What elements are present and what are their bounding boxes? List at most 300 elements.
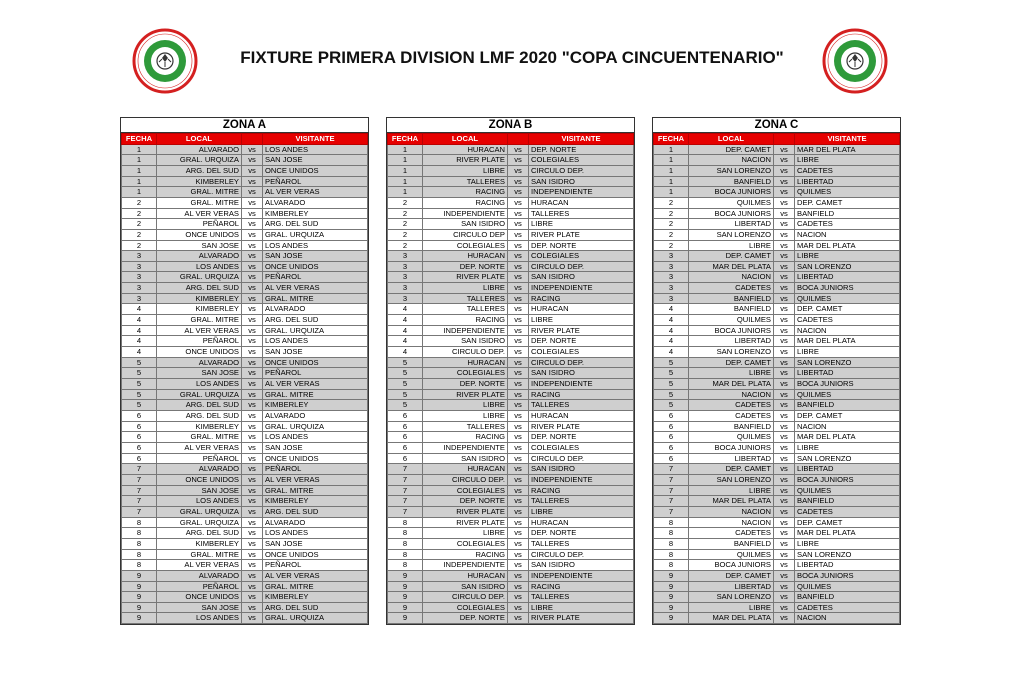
- table-row: [654, 368, 900, 379]
- fecha-cell: 7: [122, 464, 157, 475]
- visitante-team-cell: SAN JOSE: [263, 155, 368, 166]
- vs-cell: vs: [242, 379, 263, 390]
- vs-cell: vs: [242, 304, 263, 315]
- fecha-cell: 8: [122, 549, 157, 560]
- table-row: [122, 357, 368, 368]
- table-row: [654, 432, 900, 443]
- table-row: [654, 304, 900, 315]
- fecha-cell: 5: [388, 379, 423, 390]
- local-team-cell: LIBERTAD: [689, 453, 774, 464]
- fecha-cell: 6: [122, 442, 157, 453]
- table-row: [388, 176, 634, 187]
- table-row: [654, 538, 900, 549]
- visitante-team-cell: COLEGIALES: [529, 442, 634, 453]
- visitante-team-cell: LIBRE: [529, 506, 634, 517]
- fecha-cell: 8: [122, 560, 157, 571]
- vs-cell: vs: [508, 176, 529, 187]
- vs-cell: vs: [508, 453, 529, 464]
- table-row: [654, 602, 900, 613]
- vs-cell: vs: [774, 304, 795, 315]
- fecha-cell: 9: [654, 570, 689, 581]
- fecha-cell: 6: [122, 411, 157, 422]
- local-team-cell: LIBRE: [423, 165, 508, 176]
- table-row: [122, 368, 368, 379]
- fecha-cell: 1: [388, 165, 423, 176]
- vs-cell: vs: [508, 602, 529, 613]
- table-row: [122, 197, 368, 208]
- visitante-team-cell: GRAL. URQUIZA: [263, 325, 368, 336]
- visitante-team-cell: LOS ANDES: [263, 144, 368, 155]
- vs-cell: vs: [508, 538, 529, 549]
- vs-cell: vs: [242, 528, 263, 539]
- vs-cell: vs: [508, 187, 529, 198]
- table-row: [122, 421, 368, 432]
- table-row: [122, 560, 368, 571]
- local-team-cell: LOS ANDES: [157, 261, 242, 272]
- visitante-team-cell: MAR DEL PLATA: [795, 528, 900, 539]
- local-team-cell: TALLERES: [423, 304, 508, 315]
- fecha-cell: 8: [654, 560, 689, 571]
- fecha-cell: 3: [388, 251, 423, 262]
- local-team-cell: LIBRE: [423, 400, 508, 411]
- vs-cell: vs: [242, 229, 263, 240]
- vs-cell: vs: [774, 219, 795, 230]
- visitante-team-cell: INDEPENDIENTE: [529, 187, 634, 198]
- fecha-cell: 4: [122, 304, 157, 315]
- local-team-cell: LOS ANDES: [157, 496, 242, 507]
- fecha-cell: 4: [654, 347, 689, 358]
- vs-cell: vs: [508, 219, 529, 230]
- vs-cell: vs: [242, 517, 263, 528]
- visitante-team-cell: INDEPENDIENTE: [529, 474, 634, 485]
- local-team-cell: LIBERTAD: [689, 219, 774, 230]
- visitante-team-cell: PEÑAROL: [263, 368, 368, 379]
- table-row: [388, 538, 634, 549]
- fecha-cell: 1: [122, 165, 157, 176]
- table-row: [388, 432, 634, 443]
- vs-cell: vs: [774, 560, 795, 571]
- local-team-cell: MAR DEL PLATA: [689, 496, 774, 507]
- fecha-cell: 3: [388, 293, 423, 304]
- local-team-cell: DEP. CAMET: [689, 464, 774, 475]
- table-row: [388, 400, 634, 411]
- local-team-cell: NACION: [689, 517, 774, 528]
- fecha-cell: 2: [654, 197, 689, 208]
- local-team-cell: ALVARADO: [157, 251, 242, 262]
- vs-cell: vs: [508, 261, 529, 272]
- vs-cell: vs: [508, 165, 529, 176]
- visitante-team-cell: HURACAN: [529, 304, 634, 315]
- visitante-team-cell: GRAL. MITRE: [263, 389, 368, 400]
- column-header-local: LOCAL: [423, 134, 508, 145]
- local-team-cell: ALVARADO: [157, 144, 242, 155]
- local-team-cell: RACING: [423, 197, 508, 208]
- fecha-cell: 4: [388, 325, 423, 336]
- table-row: [388, 560, 634, 571]
- visitante-team-cell: AL VER VERAS: [263, 283, 368, 294]
- fecha-cell: 4: [388, 336, 423, 347]
- vs-cell: vs: [242, 187, 263, 198]
- table-row: [654, 176, 900, 187]
- fecha-cell: 4: [654, 325, 689, 336]
- vs-cell: vs: [242, 219, 263, 230]
- fecha-cell: 9: [122, 570, 157, 581]
- fecha-cell: 7: [122, 474, 157, 485]
- local-team-cell: DEP. NORTE: [423, 496, 508, 507]
- fecha-cell: 4: [122, 336, 157, 347]
- table-row: [654, 379, 900, 390]
- local-team-cell: GRAL. URQUIZA: [157, 506, 242, 517]
- fecha-cell: 7: [388, 506, 423, 517]
- local-team-cell: LIBRE: [689, 485, 774, 496]
- vs-cell: vs: [508, 293, 529, 304]
- fecha-cell: 3: [654, 261, 689, 272]
- local-team-cell: KIMBERLEY: [157, 421, 242, 432]
- zone-title: ZONA B: [387, 118, 634, 133]
- local-team-cell: PEÑAROL: [157, 581, 242, 592]
- zone-title: ZONA C: [653, 118, 900, 133]
- local-team-cell: PEÑAROL: [157, 219, 242, 230]
- vs-cell: vs: [508, 496, 529, 507]
- local-team-cell: COLEGIALES: [423, 368, 508, 379]
- fecha-cell: 7: [388, 496, 423, 507]
- visitante-team-cell: CADETES: [795, 602, 900, 613]
- table-row: [388, 208, 634, 219]
- local-team-cell: GRAL. URQUIZA: [157, 272, 242, 283]
- fecha-cell: 1: [654, 176, 689, 187]
- vs-cell: vs: [242, 261, 263, 272]
- fecha-cell: 8: [388, 560, 423, 571]
- fecha-cell: 4: [122, 315, 157, 326]
- fecha-cell: 5: [388, 368, 423, 379]
- visitante-team-cell: RACING: [529, 389, 634, 400]
- local-team-cell: SAN JOSE: [157, 368, 242, 379]
- visitante-team-cell: PEÑAROL: [263, 464, 368, 475]
- visitante-team-cell: CADETES: [795, 219, 900, 230]
- fecha-cell: 8: [654, 528, 689, 539]
- local-team-cell: HURACAN: [423, 251, 508, 262]
- table-row: [122, 453, 368, 464]
- visitante-team-cell: SAN JOSE: [263, 251, 368, 262]
- fecha-cell: 6: [388, 411, 423, 422]
- vs-cell: vs: [242, 272, 263, 283]
- visitante-team-cell: DEP. NORTE: [529, 336, 634, 347]
- table-row: [388, 592, 634, 603]
- table-row: [654, 208, 900, 219]
- local-team-cell: COLEGIALES: [423, 538, 508, 549]
- fecha-cell: 3: [654, 272, 689, 283]
- table-row: [654, 613, 900, 624]
- local-team-cell: BANFIELD: [689, 304, 774, 315]
- table-row: [654, 442, 900, 453]
- local-team-cell: ONCE UNIDOS: [157, 229, 242, 240]
- table-row: [654, 261, 900, 272]
- visitante-team-cell: DEP. NORTE: [529, 432, 634, 443]
- visitante-team-cell: GRAL. MITRE: [263, 581, 368, 592]
- vs-cell: vs: [242, 155, 263, 166]
- visitante-team-cell: COLEGIALES: [529, 251, 634, 262]
- visitante-team-cell: AL VER VERAS: [263, 187, 368, 198]
- local-team-cell: GRAL. MITRE: [157, 315, 242, 326]
- visitante-team-cell: KIMBERLEY: [263, 592, 368, 603]
- vs-cell: vs: [508, 197, 529, 208]
- visitante-team-cell: DEP. NORTE: [529, 144, 634, 155]
- visitante-team-cell: SAN JOSE: [263, 347, 368, 358]
- fecha-cell: 8: [388, 517, 423, 528]
- visitante-team-cell: BANFIELD: [795, 496, 900, 507]
- table-row: [122, 251, 368, 262]
- local-team-cell: LIBERTAD: [689, 581, 774, 592]
- visitante-team-cell: DEP. CAMET: [795, 411, 900, 422]
- visitante-team-cell: DEP. CAMET: [795, 304, 900, 315]
- vs-cell: vs: [242, 549, 263, 560]
- vs-cell: vs: [774, 400, 795, 411]
- fecha-cell: 6: [122, 432, 157, 443]
- vs-cell: vs: [242, 453, 263, 464]
- table-row: [388, 187, 634, 198]
- table-row: [654, 240, 900, 251]
- column-header-local: LOCAL: [689, 134, 774, 145]
- vs-cell: vs: [774, 272, 795, 283]
- fecha-cell: 1: [122, 144, 157, 155]
- table-row: [654, 251, 900, 262]
- fecha-cell: 4: [654, 315, 689, 326]
- table-row: [122, 464, 368, 475]
- table-row: [122, 506, 368, 517]
- local-team-cell: SAN LORENZO: [689, 229, 774, 240]
- table-row: [122, 336, 368, 347]
- table-row: [122, 613, 368, 624]
- vs-cell: vs: [242, 197, 263, 208]
- vs-cell: vs: [774, 229, 795, 240]
- visitante-team-cell: DEP. NORTE: [529, 528, 634, 539]
- local-team-cell: NACION: [689, 155, 774, 166]
- visitante-team-cell: KIMBERLEY: [263, 496, 368, 507]
- vs-cell: vs: [242, 570, 263, 581]
- visitante-team-cell: GRAL. MITRE: [263, 485, 368, 496]
- local-team-cell: ARG. DEL SUD: [157, 400, 242, 411]
- table-row: [388, 581, 634, 592]
- local-team-cell: CIRCULO DEP.: [423, 347, 508, 358]
- table-row: [122, 144, 368, 155]
- visitante-team-cell: SAN JOSE: [263, 538, 368, 549]
- fecha-cell: 6: [388, 421, 423, 432]
- zone-title: ZONA A: [121, 118, 368, 133]
- fecha-cell: 5: [654, 379, 689, 390]
- table-row: [388, 528, 634, 539]
- visitante-team-cell: COLEGIALES: [529, 347, 634, 358]
- local-team-cell: INDEPENDIENTE: [423, 208, 508, 219]
- local-team-cell: RIVER PLATE: [423, 517, 508, 528]
- visitante-team-cell: LOS ANDES: [263, 528, 368, 539]
- vs-cell: vs: [774, 592, 795, 603]
- fecha-cell: 8: [654, 538, 689, 549]
- fecha-cell: 9: [388, 581, 423, 592]
- vs-cell: vs: [508, 389, 529, 400]
- visitante-team-cell: LOS ANDES: [263, 336, 368, 347]
- visitante-team-cell: CIRCULO DEP.: [529, 549, 634, 560]
- vs-cell: vs: [508, 208, 529, 219]
- table-row: [388, 368, 634, 379]
- fecha-cell: 2: [388, 240, 423, 251]
- local-team-cell: KIMBERLEY: [157, 176, 242, 187]
- table-row: [122, 293, 368, 304]
- vs-cell: vs: [774, 506, 795, 517]
- table-row: [654, 197, 900, 208]
- vs-cell: vs: [508, 379, 529, 390]
- local-team-cell: ONCE UNIDOS: [157, 592, 242, 603]
- vs-cell: vs: [508, 155, 529, 166]
- fecha-cell: 2: [388, 229, 423, 240]
- fecha-cell: 9: [654, 592, 689, 603]
- fecha-cell: 7: [654, 485, 689, 496]
- local-team-cell: PEÑAROL: [157, 453, 242, 464]
- fecha-cell: 4: [388, 315, 423, 326]
- fecha-cell: 2: [654, 229, 689, 240]
- visitante-team-cell: RACING: [529, 485, 634, 496]
- fecha-cell: 4: [122, 325, 157, 336]
- table-row: [122, 219, 368, 230]
- local-team-cell: ONCE UNIDOS: [157, 474, 242, 485]
- table-row: [388, 485, 634, 496]
- table-row: [388, 197, 634, 208]
- table-row: [388, 442, 634, 453]
- table-row: [122, 517, 368, 528]
- local-team-cell: ALVARADO: [157, 357, 242, 368]
- fecha-cell: 9: [388, 570, 423, 581]
- vs-cell: vs: [508, 368, 529, 379]
- table-row: [654, 187, 900, 198]
- fecha-cell: 2: [122, 208, 157, 219]
- vs-cell: vs: [774, 496, 795, 507]
- vs-cell: vs: [242, 485, 263, 496]
- fecha-cell: 3: [122, 293, 157, 304]
- fecha-cell: 7: [388, 485, 423, 496]
- vs-cell: vs: [508, 592, 529, 603]
- table-row: [654, 144, 900, 155]
- fecha-cell: 2: [654, 208, 689, 219]
- visitante-team-cell: LIBRE: [795, 251, 900, 262]
- visitante-team-cell: NACION: [795, 421, 900, 432]
- vs-cell: vs: [774, 240, 795, 251]
- vs-cell: vs: [242, 165, 263, 176]
- table-row: [388, 219, 634, 230]
- table-row: [122, 474, 368, 485]
- local-team-cell: BOCA JUNIORS: [689, 325, 774, 336]
- vs-cell: vs: [774, 421, 795, 432]
- visitante-team-cell: LIBRE: [529, 602, 634, 613]
- visitante-team-cell: BOCA JUNIORS: [795, 379, 900, 390]
- fecha-cell: 6: [122, 453, 157, 464]
- vs-cell: vs: [242, 336, 263, 347]
- table-row: [122, 528, 368, 539]
- league-logo-right: [822, 28, 888, 94]
- vs-cell: vs: [508, 506, 529, 517]
- table-row: [654, 229, 900, 240]
- visitante-team-cell: ARG. DEL SUD: [263, 506, 368, 517]
- vs-cell: vs: [508, 304, 529, 315]
- table-row: [654, 389, 900, 400]
- local-team-cell: LOS ANDES: [157, 613, 242, 624]
- visitante-team-cell: HURACAN: [529, 517, 634, 528]
- local-team-cell: TALLERES: [423, 421, 508, 432]
- visitante-team-cell: RIVER PLATE: [529, 229, 634, 240]
- visitante-team-cell: KIMBERLEY: [263, 400, 368, 411]
- visitante-team-cell: AL VER VERAS: [263, 570, 368, 581]
- visitante-team-cell: SAN LORENZO: [795, 453, 900, 464]
- visitante-team-cell: AL VER VERAS: [263, 474, 368, 485]
- local-team-cell: BANFIELD: [689, 293, 774, 304]
- fecha-cell: 8: [122, 517, 157, 528]
- vs-cell: vs: [242, 432, 263, 443]
- table-row: [654, 581, 900, 592]
- local-team-cell: PEÑAROL: [157, 336, 242, 347]
- fecha-cell: 1: [654, 187, 689, 198]
- fecha-cell: 5: [654, 400, 689, 411]
- visitante-team-cell: LIBRE: [529, 315, 634, 326]
- vs-cell: vs: [774, 368, 795, 379]
- local-team-cell: SAN JOSE: [157, 602, 242, 613]
- table-row: [654, 528, 900, 539]
- fecha-cell: 2: [122, 240, 157, 251]
- fecha-cell: 9: [122, 613, 157, 624]
- fecha-cell: 8: [388, 538, 423, 549]
- vs-cell: vs: [774, 187, 795, 198]
- local-team-cell: RACING: [423, 315, 508, 326]
- vs-cell: vs: [242, 496, 263, 507]
- table-row: [122, 496, 368, 507]
- table-row: [122, 379, 368, 390]
- visitante-team-cell: DEP. NORTE: [529, 240, 634, 251]
- visitante-team-cell: CADETES: [795, 315, 900, 326]
- fecha-cell: 5: [122, 357, 157, 368]
- vs-cell: vs: [242, 283, 263, 294]
- table-row: [388, 155, 634, 166]
- fecha-cell: 1: [122, 187, 157, 198]
- local-team-cell: AL VER VERAS: [157, 208, 242, 219]
- visitante-team-cell: SAN LORENZO: [795, 549, 900, 560]
- vs-cell: vs: [774, 325, 795, 336]
- table-row: [654, 315, 900, 326]
- fecha-cell: 4: [654, 304, 689, 315]
- column-header-visitante: VISITANTE: [795, 134, 900, 145]
- local-team-cell: MAR DEL PLATA: [689, 261, 774, 272]
- visitante-team-cell: LIBRE: [795, 347, 900, 358]
- local-team-cell: INDEPENDIENTE: [423, 325, 508, 336]
- visitante-team-cell: HURACAN: [529, 411, 634, 422]
- local-team-cell: GRAL. MITRE: [157, 187, 242, 198]
- vs-cell: vs: [774, 379, 795, 390]
- table-row: [122, 485, 368, 496]
- zone-c-table: [652, 117, 901, 625]
- visitante-team-cell: ONCE UNIDOS: [263, 549, 368, 560]
- local-team-cell: KIMBERLEY: [157, 293, 242, 304]
- table-row: [654, 421, 900, 432]
- visitante-team-cell: LOS ANDES: [263, 240, 368, 251]
- fecha-cell: 9: [388, 602, 423, 613]
- visitante-team-cell: GRAL. URQUIZA: [263, 613, 368, 624]
- local-team-cell: AL VER VERAS: [157, 560, 242, 571]
- fecha-cell: 1: [388, 176, 423, 187]
- table-row: [388, 389, 634, 400]
- visitante-team-cell: MAR DEL PLATA: [795, 240, 900, 251]
- vs-cell: vs: [242, 251, 263, 262]
- vs-cell: vs: [508, 240, 529, 251]
- vs-cell: vs: [774, 528, 795, 539]
- visitante-team-cell: RACING: [529, 581, 634, 592]
- fecha-cell: 1: [654, 155, 689, 166]
- local-team-cell: NACION: [689, 506, 774, 517]
